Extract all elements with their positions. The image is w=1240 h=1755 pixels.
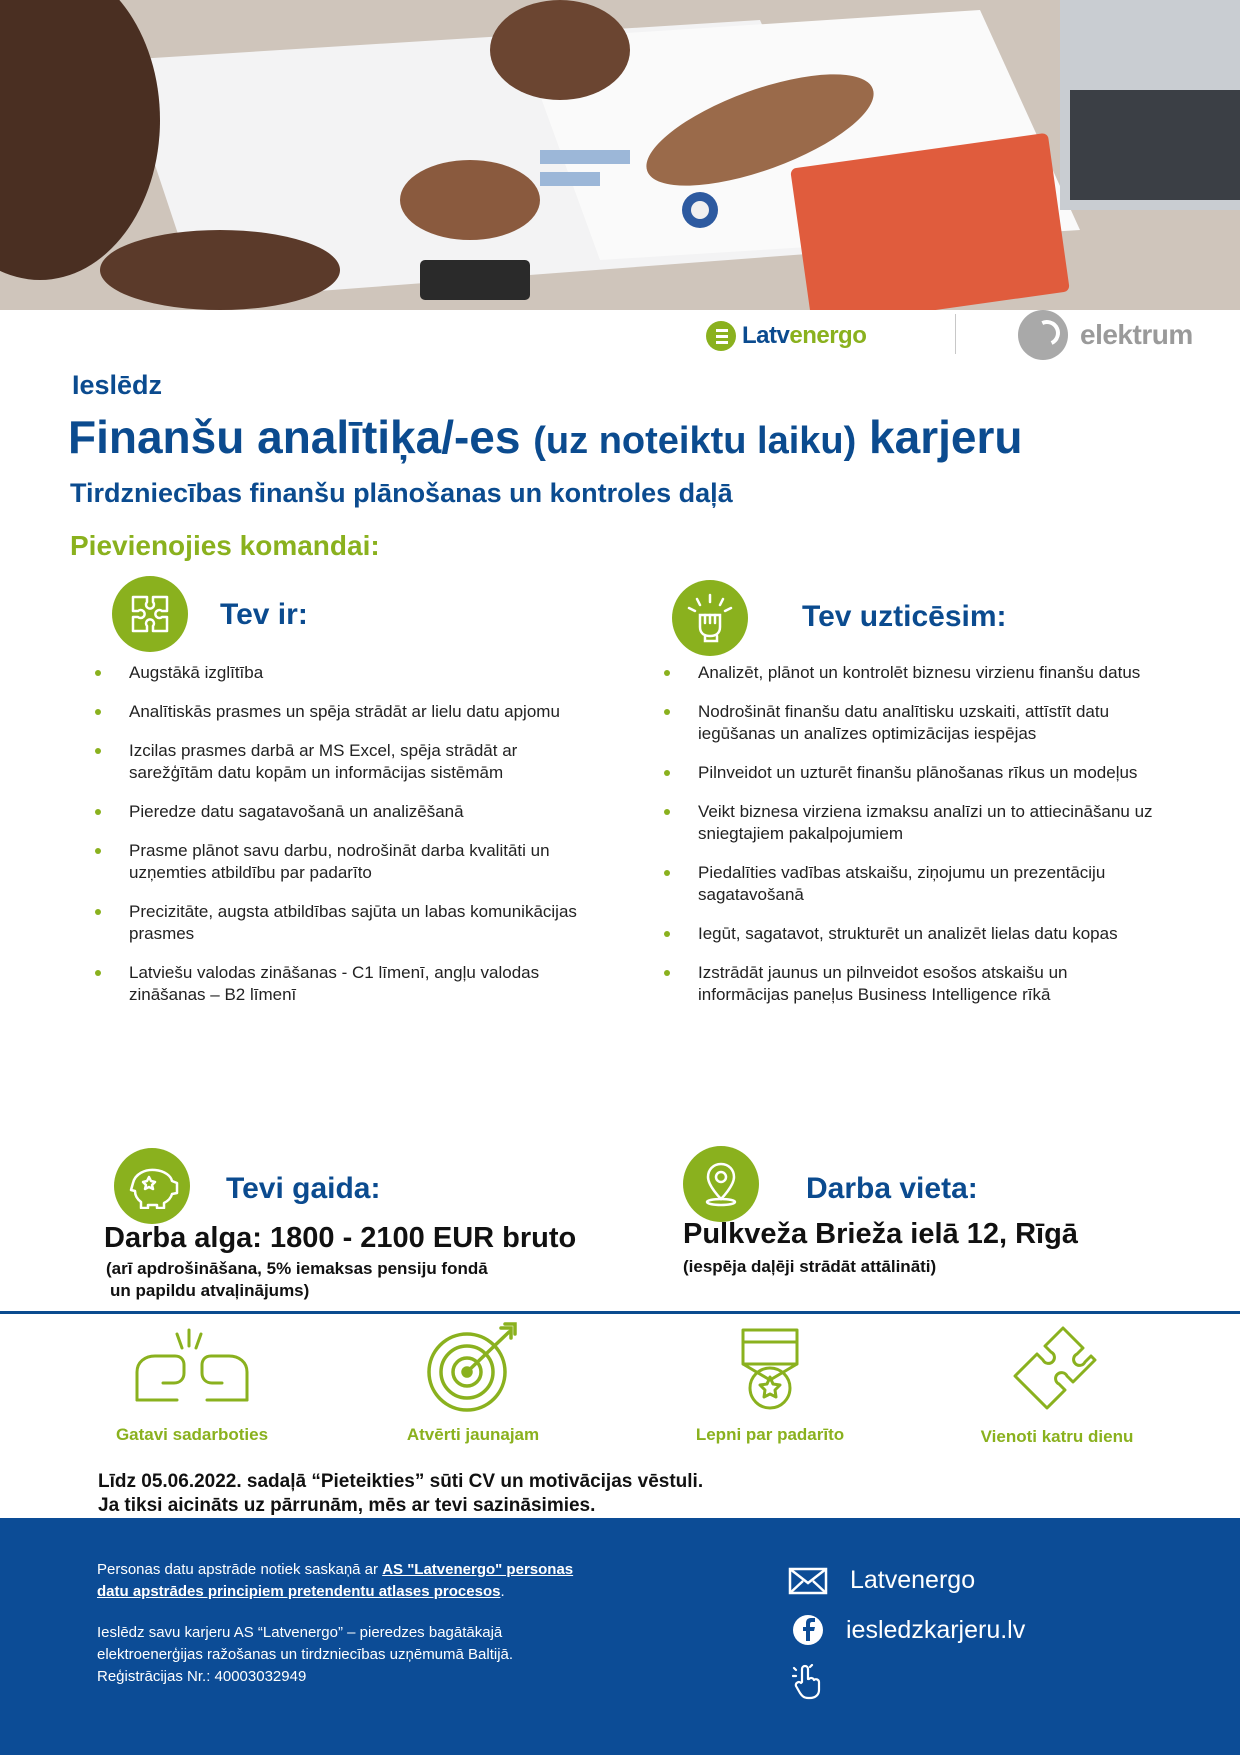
target-icon [423, 1322, 523, 1414]
registration-number: Reģistrācijas Nr.: 40003032949 [97, 1668, 307, 1685]
list-item: Piedalīties vadības atskaišu, ziņojumu un prezentāciju sagatavošanā [662, 862, 1160, 906]
puzzle-pieces-icon [1007, 1324, 1107, 1416]
section-divider [0, 1311, 1240, 1314]
elektrum-logo-text: elektrum [1080, 319, 1193, 350]
facebook-contact[interactable] [792, 1614, 1025, 1646]
privacy-prefix: Personas datu apstrāde notiek saskaņā ar [97, 1561, 379, 1578]
benefits-note-line-1: (arī apdrošināšana, 5% iemaksas pensiju fondā [106, 1259, 488, 1278]
latvenergo-logo [706, 318, 886, 354]
logo-text-part-1: Latv [742, 322, 790, 349]
envelope-icon [788, 1567, 828, 1595]
join-team-heading: Pievienojies komandai: [70, 530, 380, 561]
list-item: Augstākā izglītība [93, 662, 603, 684]
elektrum-logo [1018, 310, 1208, 360]
deadline-line-1: Līdz 05.06.2022. sadaļā “Pieteikties” sūti CV un motivācijas vēstuli. [98, 1471, 704, 1492]
email-contact-label: Latvenergo [850, 1566, 976, 1594]
latvenergo-logo-icon [706, 321, 736, 351]
deadline-line-2: Ja tiksi aicināts uz pārrunām, mēs ar tevi sazināsimies. [98, 1495, 596, 1516]
value-label: Gatavi sadarboties [115, 1425, 269, 1444]
piggy-bank-icon [114, 1148, 190, 1224]
title-main: Finanšu analītiķa/-es [68, 411, 521, 463]
requirements-list [93, 662, 603, 1023]
page-subtitle: Tirdzniecības finanšu plānošanas un kontroles daļā [70, 478, 733, 508]
offer-heading: Tevi gaida: [226, 1172, 381, 1205]
address-text: Pulkveža Brieža ielā 12, Rīgā [683, 1218, 1078, 1250]
remote-note: (iespēja daļēji strādāt attālināti) [683, 1257, 937, 1276]
logo-text-part-2: energo [789, 322, 867, 349]
facebook-contact-label: iesledzkarjeru.lv [846, 1615, 1026, 1644]
about-line-1: Ieslēdz savu karjeru AS “Latvenergo” – pieredzes bagātākajā [97, 1624, 503, 1641]
duties-heading: Tev uzticēsim: [802, 600, 1007, 633]
fist-bump-icon [127, 1326, 257, 1414]
title-end: karjeru [869, 411, 1023, 463]
footer [0, 1518, 1240, 1755]
medal-icon [735, 1326, 805, 1414]
company-about [97, 1622, 657, 1688]
puzzle-icon [112, 576, 188, 652]
list-item: Latviešu valodas zināšanas - C1 līmenī, angļu valodas zināšanas – B2 līmenī [93, 962, 603, 1006]
title-paren: (uz noteiktu laiku) [533, 420, 857, 462]
value-label: Lepni par padarīto [695, 1425, 845, 1444]
page-title [68, 410, 1022, 464]
value-item [937, 1324, 1177, 1447]
list-item: Analizēt, plānot un kontrolēt biznesu virzienu finanšu datus [662, 662, 1160, 684]
logo-divider [955, 314, 956, 354]
list-item: Analītiskās prasmes un spēja strādāt ar lielu datu apjomu [93, 701, 603, 723]
list-item: Izstrādāt jaunus un pilnveidot esošos atskaišu un informācijas paneļus Business Intelligence rīkā [662, 962, 1160, 1006]
about-line-2: elektroenerģijas ražošanas un tirdzniecības uzņēmumā Baltijā. [97, 1646, 514, 1663]
list-item: Nodrošināt finanšu datu analītisku uzskaiti, attīstīt datu iegūšanas un analīzes optimizācijas iespējas [662, 701, 1160, 745]
pointer-hand-icon [792, 1664, 822, 1705]
privacy-notice: Personas datu apstrāde notiek saskaņā ar AS "Latvenergo" personas datu apstrādes principiem pretendentu atlases procesos. [97, 1561, 574, 1600]
value-label: Vienoti katru dienu [980, 1427, 1134, 1446]
hero-photo-illustration [0, 0, 1240, 310]
elektrum-logo-icon [1018, 310, 1068, 360]
location-pin-icon [683, 1146, 759, 1222]
kicker-text: Ieslēdz [72, 370, 163, 400]
value-item [353, 1322, 593, 1445]
raised-fist-icon [672, 580, 748, 656]
requirements-heading: Tev ir: [220, 598, 308, 631]
duties-list [662, 662, 1160, 1023]
salary-text: Darba alga: 1800 - 2100 EUR bruto [104, 1222, 577, 1254]
hero-photo [0, 0, 1240, 310]
list-item: Pilnveidot un uzturēt finanšu plānošanas rīkus un modeļus [662, 762, 1160, 784]
value-item [650, 1326, 890, 1445]
benefits-note [106, 1258, 488, 1302]
application-deadline [98, 1470, 703, 1518]
list-item: Precizitāte, augsta atbildības sajūta un labas komunikācijas prasmes [93, 901, 603, 945]
location-heading: Darba vieta: [806, 1172, 978, 1205]
list-item: Izcilas prasmes darbā ar MS Excel, spēja strādāt ar sarežģītām datu kopām un informācijas sistēmām [93, 740, 603, 784]
facebook-icon [792, 1614, 824, 1646]
value-item [72, 1326, 312, 1445]
list-item: Prasme plānot savu darbu, nodrošināt darba kvalitāti un uzņemties atbildību par padarīto [93, 840, 603, 884]
email-contact[interactable] [788, 1566, 975, 1595]
value-label: Atvērti jaunajam [406, 1425, 540, 1444]
list-item: Iegūt, sagatavot, strukturēt un analizēt lielas datu kopas [662, 923, 1160, 945]
list-item: Pieredze datu sagatavošanā un analizēšanā [93, 801, 603, 823]
privacy-policy-link[interactable]: AS "Latvenergo" personas datu apstrādes principiem pretendentu atlases procesos [97, 1561, 574, 1600]
list-item: Veikt biznesa virziena izmaksu analīzi un to attiecināšanu uz sniegtajiem pakalpojumiem [662, 801, 1160, 845]
benefits-note-line-2: un papildu atvaļinājums) [110, 1281, 310, 1300]
